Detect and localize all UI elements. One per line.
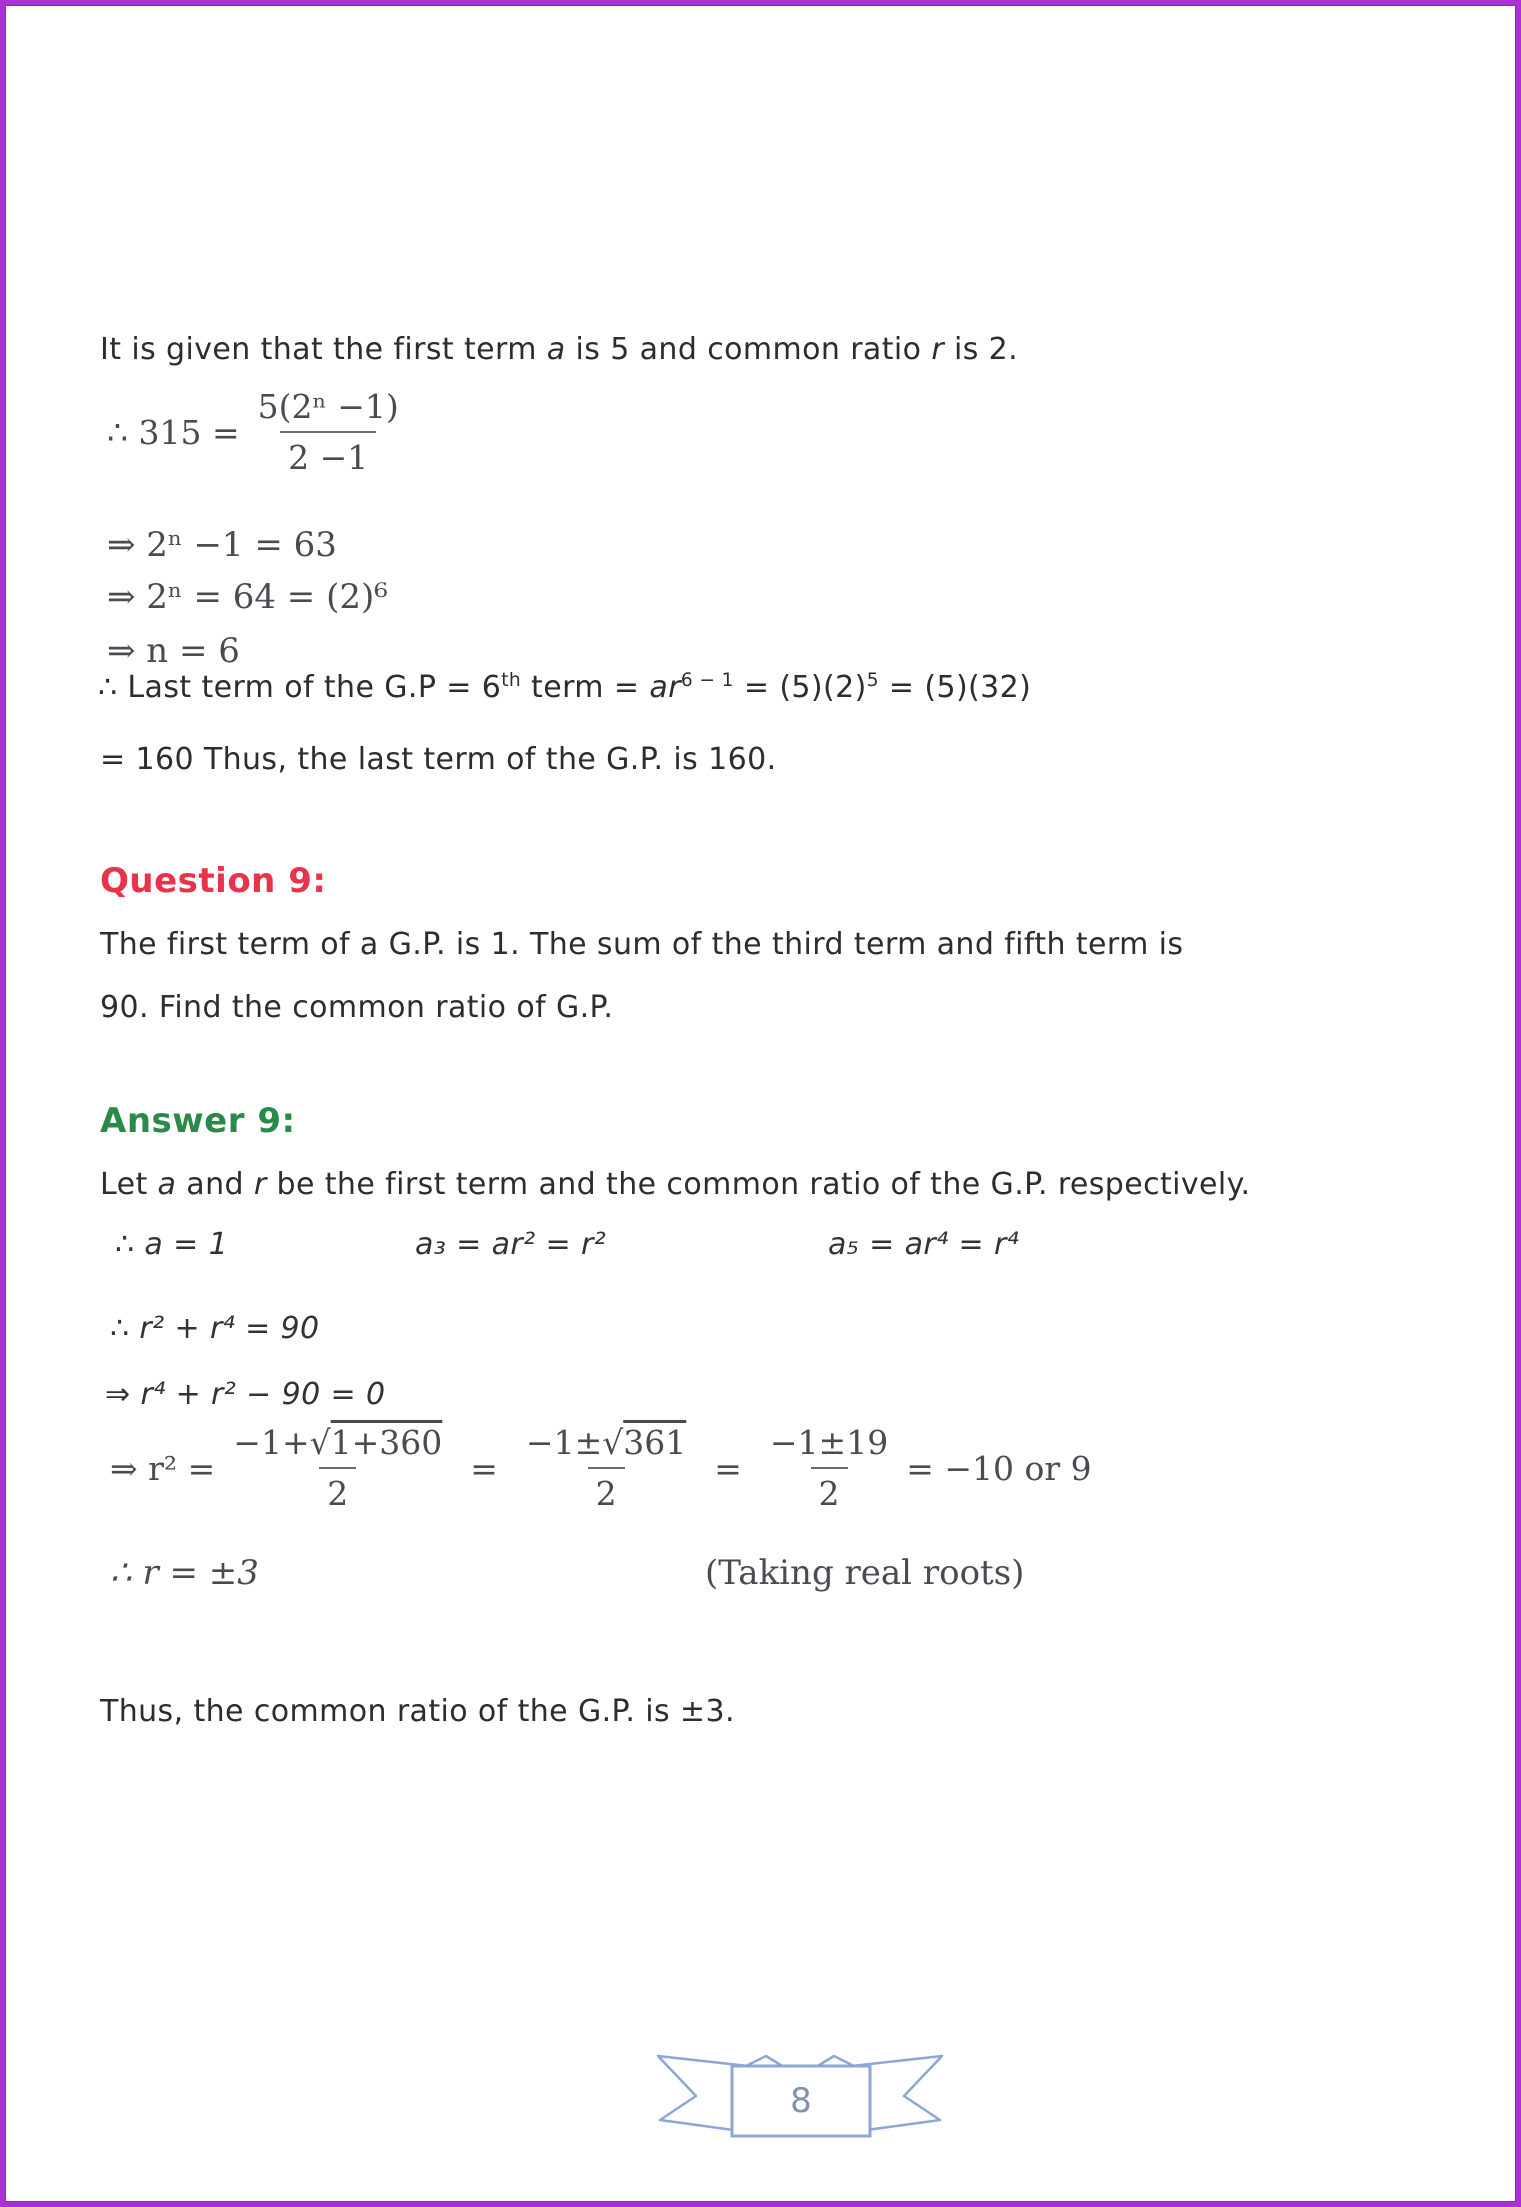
ribbon-banner-icon: [648, 2050, 952, 2145]
equation-lead: ⇒ r² =: [110, 1448, 216, 1488]
intro-text: It is given that the first term: [100, 332, 547, 367]
equation-2n-64: ⇒ 2ⁿ = 64 = (2)⁶: [107, 577, 388, 617]
variable-r: r: [253, 1167, 267, 1202]
page-number: 8: [790, 2081, 812, 2121]
question-heading: Question 9:: [100, 861, 327, 901]
radicand: 1+360: [330, 1423, 443, 1462]
fraction: [762, 1423, 896, 1513]
page-number-ribbon: [648, 2050, 952, 2145]
equals-sign: =: [470, 1448, 498, 1488]
fraction-denominator: 2: [588, 1467, 625, 1513]
exponent: 5: [866, 670, 879, 691]
equation-quadratic: ⇒ r⁴ + r² − 90 = 0: [105, 1377, 386, 1412]
answer-heading: Answer 9:: [100, 1101, 296, 1141]
numerator-prefix: −1+√: [233, 1423, 331, 1462]
fraction-numerator: [225, 1423, 450, 1467]
last-term-line: [98, 669, 1031, 707]
variable-a: a: [157, 1167, 177, 1202]
question-line-1: The first term of a G.P. is 1. The sum of the third term and fifth term is: [100, 927, 1184, 962]
fraction-denominator: 2: [811, 1467, 848, 1513]
intro-text: is 5 and common ratio: [565, 332, 932, 367]
fraction: [518, 1423, 694, 1513]
term-a5: a₅ = ar⁴ = r⁴: [828, 1227, 1020, 1262]
numerator-prefix: −1±√: [525, 1423, 624, 1462]
equation-n-6: ⇒ n = 6: [107, 631, 240, 671]
fraction: [225, 1423, 450, 1513]
answer-intro-line: [100, 1166, 1250, 1204]
answer-intro-text: and: [176, 1167, 254, 1202]
taking-real-roots-note: (Taking real roots): [705, 1553, 1025, 1593]
intro-text: is 2.: [944, 332, 1019, 367]
exponent: 6 − 1: [680, 670, 734, 691]
question-line-2: 90. Find the common ratio of G.P.: [100, 990, 614, 1025]
fraction-numerator: −1±19: [769, 1423, 889, 1462]
fraction-numerator: [518, 1423, 694, 1467]
term-a3: a₃ = ar² = r²: [415, 1227, 607, 1262]
result-line: = 160 Thus, the last term of the G.P. is 160.: [100, 742, 777, 777]
last-term-text: ∴ Last term of the G.P = 6: [98, 670, 502, 705]
fraction-numerator: 5(2ⁿ −1): [257, 387, 399, 426]
term-a1: ∴ a = 1: [115, 1227, 229, 1262]
equation-r-pm3: ∴ r = ±3: [110, 1553, 259, 1593]
ordinal-suffix: th: [501, 670, 522, 691]
fraction-denominator: 2 −1: [280, 431, 376, 477]
answer-intro-text: Let: [100, 1167, 158, 1202]
equation-2n-63: ⇒ 2ⁿ −1 = 63: [107, 525, 337, 565]
variable-ar: ar: [649, 670, 681, 705]
equation-tail: = −10 or 9: [906, 1448, 1092, 1488]
terms-row: [5, 1227, 1516, 1273]
intro-sentence: [100, 331, 1018, 369]
radicand: 361: [623, 1423, 687, 1462]
equation-r2-r4-90: ∴ r² + r⁴ = 90: [110, 1311, 320, 1346]
fraction: [250, 387, 407, 477]
fraction-denominator: 2: [319, 1467, 356, 1513]
conclusion-line: Thus, the common ratio of the G.P. is ±3.: [100, 1694, 735, 1729]
last-term-text: = (5)(32): [878, 670, 1032, 705]
variable-r: r: [931, 332, 945, 367]
last-term-text: term =: [521, 670, 650, 705]
equation-sum-315: [107, 387, 417, 477]
equation-roots: [110, 1423, 1092, 1513]
equals-sign: =: [714, 1448, 742, 1488]
answer-intro-text: be the first term and the common ratio of the G.P. respectively.: [266, 1167, 1251, 1202]
equation-lead: ∴ 315 =: [107, 412, 240, 452]
last-term-text: = (5)(2): [733, 670, 867, 705]
variable-a: a: [546, 332, 566, 367]
